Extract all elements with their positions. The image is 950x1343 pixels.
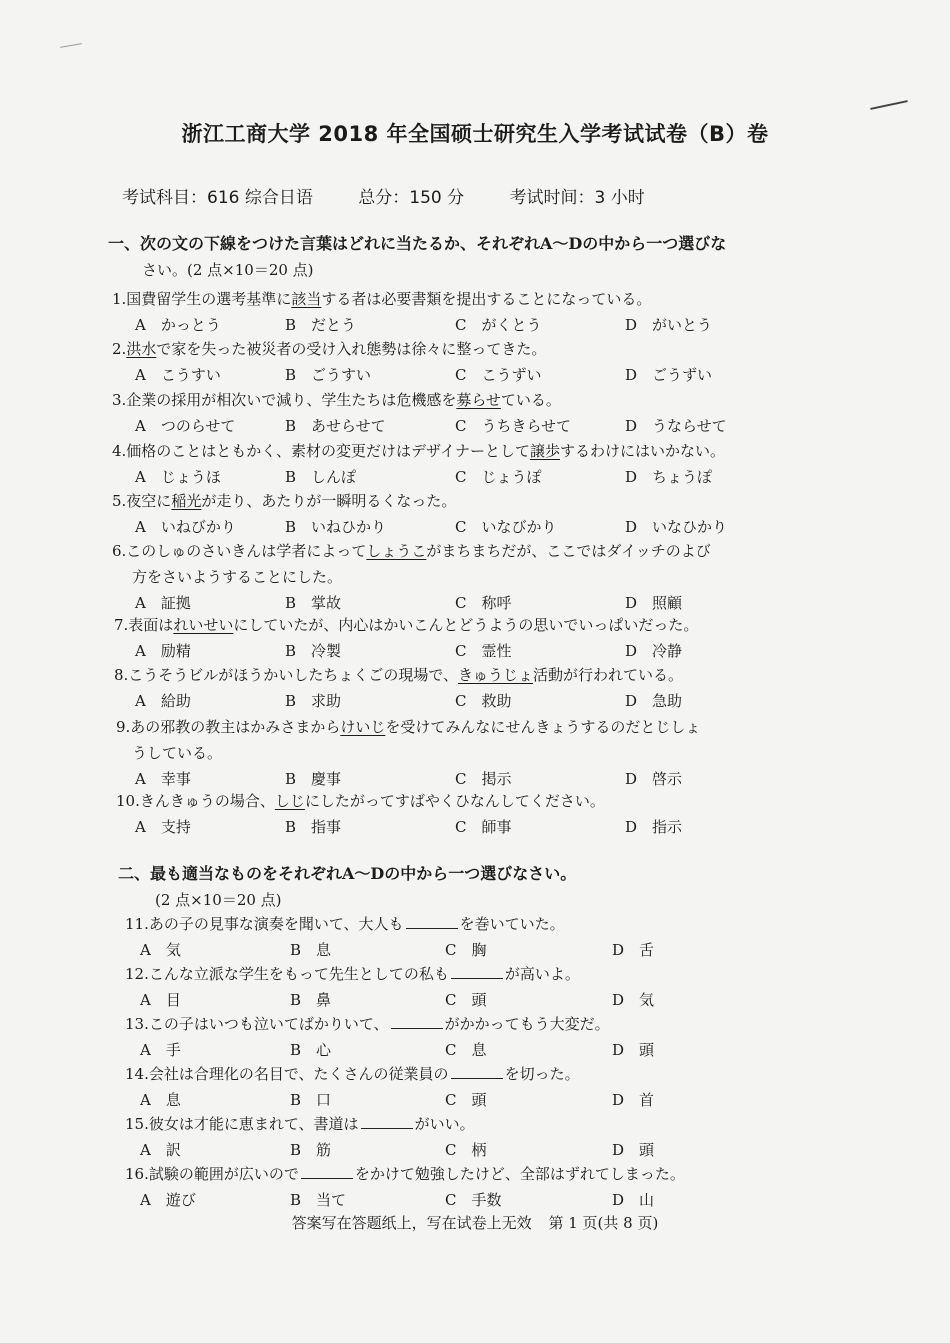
answer-option: D うならせて bbox=[625, 417, 727, 435]
question-text bbox=[116, 790, 605, 811]
answer-option: B 冷製 bbox=[285, 642, 342, 660]
section2-points: (2 点×10＝20 点) bbox=[155, 891, 282, 909]
underlined-word: しじ bbox=[274, 792, 305, 810]
question-fragment: 4.価格のことはともかく、素材の変更だけはデザイナーとして bbox=[112, 442, 530, 460]
answer-option: B だとう bbox=[285, 316, 357, 334]
question-text bbox=[125, 1113, 475, 1134]
answer-option: D 首 bbox=[612, 1091, 655, 1109]
question-fragment: がいい。 bbox=[414, 1115, 475, 1133]
question-text bbox=[125, 913, 565, 934]
question-fragment: 16.試験の範囲が広いので bbox=[125, 1165, 299, 1183]
answer-option: B いねひかり bbox=[285, 518, 387, 536]
underlined-word: 該当 bbox=[291, 290, 322, 308]
question-fragment: 11.あの子の見事な演奏を聞いて、大人も bbox=[125, 915, 404, 933]
answer-option: D 冷静 bbox=[625, 642, 683, 660]
answer-option: A 励精 bbox=[135, 642, 191, 660]
question-fragment: 14.会社は合理化の名目で、たくさんの従業員の bbox=[125, 1065, 449, 1083]
answer-option: C こうずい bbox=[455, 366, 542, 384]
question-fragment: 6.このしゅのさいきんは学者によって bbox=[112, 542, 367, 560]
answer-option: C 掲示 bbox=[455, 770, 512, 788]
question-text bbox=[125, 1063, 580, 1084]
question-text bbox=[114, 664, 683, 685]
answer-option: B 慶事 bbox=[285, 770, 342, 788]
answer-blank bbox=[406, 916, 458, 929]
question-fragment: 15.彼女は才能に恵まれて、書道は bbox=[125, 1115, 359, 1133]
answer-option: A 遊び bbox=[140, 1191, 196, 1209]
question-fragment: 7.表面は bbox=[114, 616, 174, 634]
question-text bbox=[112, 490, 456, 511]
answer-option: A 息 bbox=[140, 1091, 181, 1109]
answer-option: A 幸事 bbox=[135, 770, 191, 788]
answer-option: B あせらせて bbox=[285, 417, 386, 435]
question-text bbox=[125, 1013, 610, 1034]
question-fragment: を受けてみんなにせんきょうするのだとじしょ bbox=[385, 718, 701, 736]
underlined-word: れいせい bbox=[173, 616, 234, 634]
section1-heading: 一、次の文の下線をつけた言葉はどれに当たるか、それぞれA～Dの中から一つ選びな bbox=[108, 234, 727, 253]
answer-option: A 支持 bbox=[135, 818, 191, 836]
answer-option: A つのらせて bbox=[135, 417, 236, 435]
answer-option: D 頭 bbox=[612, 1141, 655, 1159]
question-text bbox=[112, 540, 711, 561]
answer-option: D ごうずい bbox=[625, 366, 713, 384]
answer-option: D 頭 bbox=[612, 1041, 655, 1059]
question-text bbox=[116, 716, 700, 737]
answer-blank bbox=[301, 1166, 353, 1179]
question-text bbox=[112, 440, 725, 461]
answer-option: A いねびかり bbox=[135, 518, 236, 536]
exam-title: 浙江工商大学 2018 年全国硕士研究生入学考试试卷（B）卷 bbox=[181, 122, 769, 146]
question-fragment: で家を失った被災者の受け入れ態勢は徐々に整ってきた。 bbox=[156, 340, 547, 358]
answer-option: A 気 bbox=[140, 941, 181, 959]
underlined-word: きゅうじょ bbox=[458, 666, 534, 684]
answer-option: A 証拠 bbox=[135, 594, 191, 612]
question-fragment: 9.あの邪教の教主はかみさまから bbox=[116, 718, 341, 736]
question-fragment: 3.企業の採用が相次いで減り、学生たちは危機感を bbox=[112, 391, 457, 409]
answer-option: D 啓示 bbox=[625, 770, 683, 788]
question-text bbox=[112, 288, 651, 309]
question-fragment: する者は必要書類を提出することになっている。 bbox=[321, 290, 652, 308]
answer-option: B ごうすい bbox=[285, 366, 372, 384]
answer-option: C 霊性 bbox=[455, 642, 512, 660]
question-fragment: がかかってもう大変だ。 bbox=[444, 1015, 610, 1033]
question-fragment: 10.きんきゅうの場合、 bbox=[116, 792, 275, 810]
question-fragment: にしたがってすばやくひなんしてください。 bbox=[304, 792, 605, 810]
question-fragment: 12.こんな立派な学生をもって先生としての私も bbox=[125, 965, 449, 983]
scan-mark bbox=[870, 100, 908, 110]
question-fragment: 8.こうそうビルがほうかいしたちょくごの現場で、 bbox=[114, 666, 459, 684]
question-text bbox=[125, 1163, 685, 1184]
answer-option: D 気 bbox=[612, 991, 655, 1009]
footer-note: 答案写在答题纸上，写在试卷上无效 bbox=[291, 1214, 532, 1232]
answer-option: C 胸 bbox=[445, 941, 487, 959]
answer-option: C 救助 bbox=[455, 692, 512, 710]
question-text bbox=[125, 963, 580, 984]
answer-option: B 掌故 bbox=[285, 594, 342, 612]
answer-option: A 訳 bbox=[140, 1141, 181, 1159]
answer-option: C 師事 bbox=[455, 818, 512, 836]
answer-option: B 心 bbox=[290, 1041, 332, 1059]
question-fragment: が走り、あたりが一瞬明るくなった。 bbox=[201, 492, 457, 510]
answer-option: C 息 bbox=[445, 1041, 487, 1059]
answer-option: C 頭 bbox=[445, 1091, 487, 1109]
underlined-word: 洪水 bbox=[126, 340, 157, 358]
exam-score: 总分：150 分 bbox=[358, 188, 465, 208]
answer-option: D 照顧 bbox=[625, 594, 683, 612]
answer-option: C 称呼 bbox=[455, 594, 512, 612]
question-text bbox=[112, 338, 546, 359]
answer-option: B 息 bbox=[290, 941, 332, 959]
answer-option: C 手数 bbox=[445, 1191, 502, 1209]
question-fragment: 13.この子はいつも泣いてばかりいて、 bbox=[125, 1015, 389, 1033]
section1-points: さい。(2 点×10＝20 点) bbox=[142, 261, 314, 279]
question-text-continued: 方をさいようすることにした。 bbox=[132, 568, 343, 586]
underlined-word: 稲光 bbox=[171, 492, 202, 510]
exam-time: 考试时间：3 小时 bbox=[509, 188, 645, 208]
answer-option: A 手 bbox=[140, 1041, 181, 1059]
question-fragment: するわけにはいかない。 bbox=[559, 442, 725, 460]
answer-option: A 目 bbox=[140, 991, 181, 1009]
answer-option: D がいとう bbox=[625, 316, 713, 334]
answer-option: D 山 bbox=[612, 1191, 655, 1209]
answer-option: B 当て bbox=[290, 1191, 347, 1209]
underlined-word: けいじ bbox=[340, 718, 386, 736]
answer-option: C がくとう bbox=[455, 316, 542, 334]
answer-option: B しんぽ bbox=[285, 468, 357, 486]
answer-option: C 頭 bbox=[445, 991, 487, 1009]
answer-option: B 口 bbox=[290, 1091, 332, 1109]
section2-heading: 二、最も適当なものをそれぞれA～Dの中から一つ選びなさい。 bbox=[118, 864, 577, 883]
answer-blank bbox=[361, 1116, 413, 1129]
underlined-word: 募らせ bbox=[456, 391, 501, 409]
question-text bbox=[114, 614, 698, 635]
answer-option: A こうすい bbox=[135, 366, 221, 384]
question-fragment: 2. bbox=[112, 340, 127, 358]
question-fragment: が高いよ。 bbox=[504, 965, 580, 983]
question-text bbox=[112, 389, 561, 410]
exam-subject: 考试科目：616 综合日语 bbox=[122, 188, 313, 208]
question-fragment: 1.国費留学生の選考基準に bbox=[112, 290, 292, 308]
question-fragment: 活動が行われている。 bbox=[533, 666, 684, 684]
footer-page: 第 1 页(共 8 页) bbox=[548, 1214, 659, 1232]
underlined-word: 譲歩 bbox=[529, 442, 560, 460]
question-fragment: 5.夜空に bbox=[112, 492, 172, 510]
question-fragment: ている。 bbox=[500, 391, 561, 409]
answer-option: C いなびかり bbox=[455, 518, 557, 536]
answer-option: A 給助 bbox=[135, 692, 191, 710]
underlined-word: しょうこ bbox=[366, 542, 427, 560]
answer-option: D ちょうぽ bbox=[625, 468, 713, 486]
answer-option: D 舌 bbox=[612, 941, 655, 959]
answer-option: A じょうほ bbox=[135, 468, 221, 486]
scan-mark bbox=[60, 43, 82, 48]
question-fragment: がまちまちだが、ここではダイッチのよび bbox=[426, 542, 711, 560]
answer-option: C うちきらせて bbox=[455, 417, 572, 435]
answer-option: A かっとう bbox=[135, 316, 221, 334]
page-footer bbox=[0, 1212, 950, 1233]
answer-blank bbox=[451, 1066, 503, 1079]
answer-option: D 指示 bbox=[625, 818, 683, 836]
answer-blank bbox=[391, 1016, 443, 1029]
question-text-continued: うしている。 bbox=[132, 744, 223, 762]
question-fragment: にしていたが、内心はかいこんとどうようの思いでいっぱいだった。 bbox=[233, 616, 699, 634]
answer-option: C じょうぽ bbox=[455, 468, 542, 486]
answer-option: D 急助 bbox=[625, 692, 683, 710]
answer-option: B 鼻 bbox=[290, 991, 332, 1009]
question-fragment: を切った。 bbox=[504, 1065, 580, 1083]
answer-option: B 筋 bbox=[290, 1141, 332, 1159]
answer-option: C 柄 bbox=[445, 1141, 487, 1159]
question-fragment: を巻いていた。 bbox=[459, 915, 565, 933]
answer-option: B 指事 bbox=[285, 818, 342, 836]
answer-option: D いなひかり bbox=[625, 518, 728, 536]
question-fragment: をかけて勉強したけど、全部はずれてしまった。 bbox=[354, 1165, 685, 1183]
answer-blank bbox=[451, 966, 503, 979]
answer-option: B 求助 bbox=[285, 692, 342, 710]
exam-info bbox=[122, 183, 685, 208]
